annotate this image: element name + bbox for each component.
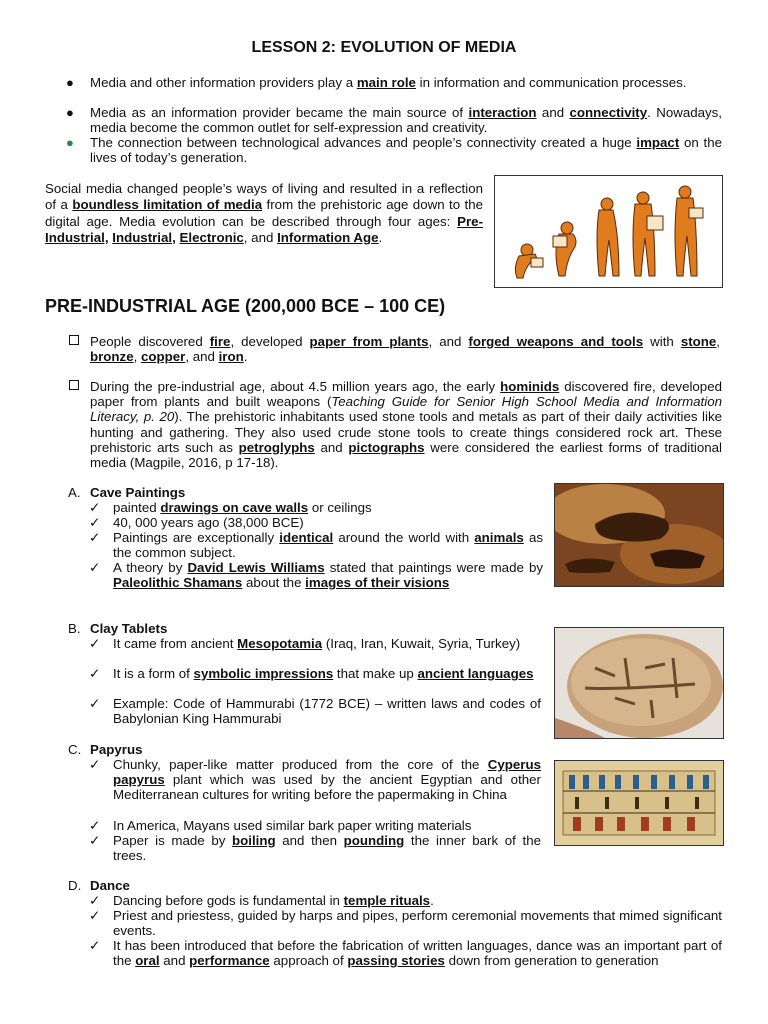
evolution-illustration [494,175,723,288]
emphasis: images of their visions [305,575,450,591]
papyrus-photo [554,760,724,846]
papyrus-item-1 [89,757,541,803]
text: A theory by [113,560,188,575]
emphasis: passing stories [347,953,445,969]
text: It came from ancient [113,636,238,651]
emphasis: temple rituals [343,893,431,908]
bullet-dot-icon: ● [66,75,74,90]
square-bullet-icon [69,380,79,390]
emphasis: ancient languages [417,666,534,681]
emphasis: petroglyphs [238,439,315,455]
check-icon: ✓ [89,893,101,908]
emphasis: connectivity [569,105,648,120]
emphasis: main role [356,75,416,90]
text: were considered the earliest forms of traditional media (Magpile, 2016, p 17-18). [90,439,722,471]
dance-item-2 [89,908,722,939]
section-dance [68,878,130,893]
check-icon: ✓ [89,696,101,711]
pre-industrial-bullet-1 [90,334,720,364]
text: , [133,349,141,365]
text: approach of [269,953,348,969]
check-icon: ✓ [89,515,101,530]
check-icon: ✓ [89,938,101,953]
text: or ceilings [308,500,372,515]
text: , and [243,229,278,245]
text: around the world with [333,530,475,545]
emphasis: fire [209,334,231,349]
text: ). The prehistoric inhabitants used stone tools and metals as part of their daily activities like hunting and gathering. They also used crude stone tools to create things considered rock art. These prehistoric arts such as [90,409,722,455]
text: , developed [230,334,310,349]
text: discovered fire, developed paper from plants and built weapons ( [90,379,722,410]
emphasis: forged weapons and tools [468,334,644,349]
section-cave-paintings [68,485,185,500]
text: Paper is made by [113,833,233,848]
emphasis: boundless limitation of media [72,197,263,213]
text: . [243,349,248,365]
intro-bullet-1 [66,75,722,90]
text: It has been introduced that before the fabrication of written languages, dance was an important part of the [113,938,722,969]
clay-item-1 [89,636,541,651]
lesson-title: LESSON 2: EVOLUTION OF MEDIA [251,39,517,56]
text: . Nowadays, media become the common outlet for self-expression and creativity. [90,105,723,136]
social-media-paragraph [45,181,483,246]
text: in information and communication processes. [415,75,687,90]
text: (Iraq, Iran, Kuwait, Syria, Turkey) [322,636,521,651]
text: with [643,334,681,349]
text: the inner bark of the trees. [113,833,542,864]
emphasis: identical [279,530,334,545]
clay-tablet-photo [554,627,724,739]
text: , and [428,334,469,349]
check-icon: ✓ [89,530,101,545]
section-title: Cave Paintings [90,485,186,500]
text: People discovered [90,334,210,349]
emphasis: drawings on cave walls [160,500,309,515]
dance-item-1 [89,893,722,908]
text: , and [185,349,219,365]
check-icon: ✓ [89,757,101,772]
section-title: Dance [90,878,130,893]
emphasis: animals [474,530,524,545]
text: . [430,893,434,908]
text: Dancing before gods is fundamental in [113,893,344,908]
emphasis: David Lewis Williams [187,560,325,575]
check-icon: ✓ [89,833,101,848]
text: that make up [333,666,418,681]
text: Social media changed people’s ways of living and resulted in a reflection of a [45,181,483,213]
emphasis: paper from plants [309,334,429,349]
text: It is a form of [113,666,194,681]
text: During the pre-industrial age, about 4.5 million years ago, the early [90,379,501,394]
emphasis: bronze [90,349,134,365]
pre-industrial-bullet-2 [90,379,722,470]
emphasis: stone [680,334,717,349]
bullet-dot-icon: ● [66,135,74,150]
papyrus-item-3 [89,833,542,864]
section-title: Papyrus [90,742,143,757]
section-title: Clay Tablets [90,621,168,636]
text: and [159,953,190,969]
check-icon: ✓ [89,666,101,681]
clay-item-3 [89,696,541,727]
emphasis: oral [135,953,160,969]
emphasis: pictographs [348,439,425,455]
text: Media as an information provider became the main source of [90,105,469,120]
section-letter: B. [68,621,81,636]
intro-bullet-2 [66,105,723,136]
text: Example: Code of Hammurabi (1772 BCE) – written laws and codes of Babylonian King Hammurabi [113,696,541,727]
clay-item-2 [89,666,541,681]
emphasis: Mesopotamia [237,636,323,651]
text: stated that paintings were made by [324,560,544,575]
cave-item-3 [89,530,544,561]
text: Chunky, paper-like matter produced from the core of the [113,757,488,772]
cave-item-4 [89,560,544,591]
emphasis: impact [636,135,680,150]
square-bullet-icon [69,335,79,345]
check-icon: ✓ [89,500,101,515]
text: In America, Mayans used similar bark paper writing materials [113,818,472,833]
cave-item-2 [89,515,543,530]
check-icon: ✓ [89,818,101,833]
emphasis: Cyperus papyrus [113,757,541,788]
text: and then [275,833,344,848]
emphasis: pounding [343,833,405,848]
text: Paintings are exceptionally [113,530,280,545]
emphasis: copper [140,349,186,365]
section-clay-tablets [68,621,167,636]
text: on the lives of today’s generation. [90,135,722,166]
emphasis: hominids [500,379,560,394]
text: and [536,105,570,120]
section-heading: PRE-INDUSTRIAL AGE (200,000 BCE – 100 CE) [45,296,446,316]
text: , [716,334,720,349]
text: down from generation to generation [444,953,659,969]
text: Priest and priestess, guided by harps and pipes, perform ceremonial movements that mimed significant events. [113,908,722,939]
bullet-dot-icon: ● [66,105,74,120]
emphasis: iron [218,349,244,365]
text: painted [113,500,161,515]
emphasis: interaction [468,105,537,120]
emphasis: Industrial, [112,229,176,245]
emphasis: Information Age [277,229,379,245]
text: as the common subject. [113,530,544,561]
emphasis: symbolic impressions [193,666,334,681]
text: plant which was used by the ancient Egyptian and other Mediterranean cultures for writing before the papermaking in China [113,772,541,803]
emphasis: Electronic [179,229,244,245]
text: about the [242,575,306,591]
text: Media and other information providers play a [90,75,357,90]
papyrus-item-2 [89,818,541,833]
text: 40, 000 years ago (38,000 BCE) [113,515,304,530]
emphasis: Paleolithic Shamans [113,575,243,591]
cave-painting-photo [554,483,724,587]
intro-bullet-3 [66,135,722,166]
dance-item-3 [89,938,722,969]
emphasis: boiling [232,833,276,848]
citation: Teaching Guide for Senior High School Media and Information Literacy, p. 20 [90,394,722,425]
section-letter: C. [68,742,82,757]
section-letter: A. [68,485,81,500]
emphasis: performance [189,953,270,969]
emphasis: Pre-Industrial, [45,213,483,245]
text: from the prehistoric age down to the digital age. Media evolution can be described through four ages: [45,197,484,229]
check-icon: ✓ [89,636,101,651]
text: . [378,229,383,245]
check-icon: ✓ [89,908,101,923]
check-icon: ✓ [89,560,101,575]
cave-item-1 [89,500,543,515]
section-letter: D. [68,878,82,893]
text: and [314,439,349,455]
section-papyrus [68,742,142,757]
text: The connection between technological advances and people’s connectivity created a huge [90,135,637,150]
